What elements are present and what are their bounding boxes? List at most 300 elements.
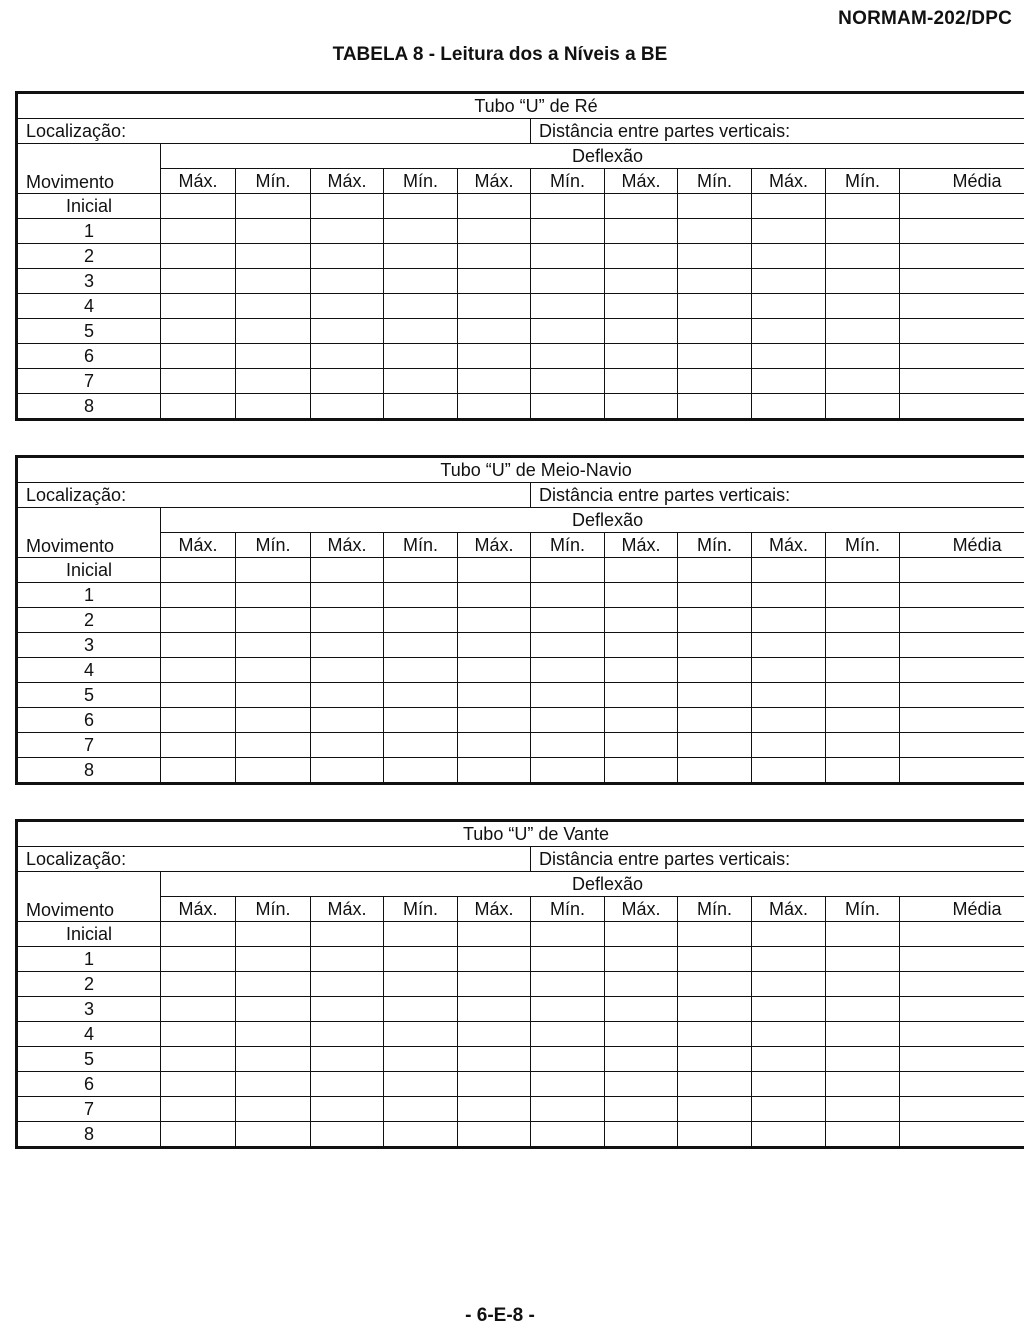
entry-cell[interactable] <box>161 708 236 733</box>
entry-cell[interactable] <box>384 1122 458 1148</box>
entry-cell[interactable] <box>605 219 678 244</box>
entry-cell[interactable] <box>752 344 826 369</box>
entry-cell[interactable] <box>605 294 678 319</box>
entry-cell[interactable] <box>311 758 384 784</box>
entry-cell[interactable] <box>900 997 1024 1022</box>
entry-cell[interactable] <box>826 708 900 733</box>
entry-cell[interactable] <box>531 269 605 294</box>
entry-cell[interactable] <box>458 947 531 972</box>
entry-cell[interactable] <box>678 922 752 947</box>
entry-cell[interactable] <box>161 683 236 708</box>
entry-cell[interactable] <box>384 1072 458 1097</box>
entry-cell[interactable] <box>605 947 678 972</box>
entry-cell[interactable] <box>531 922 605 947</box>
entry-cell[interactable] <box>678 244 752 269</box>
entry-cell[interactable] <box>900 633 1024 658</box>
entry-cell[interactable] <box>311 1072 384 1097</box>
entry-cell[interactable] <box>236 219 311 244</box>
entry-cell[interactable] <box>531 344 605 369</box>
entry-cell[interactable] <box>311 972 384 997</box>
entry-cell[interactable] <box>236 244 311 269</box>
entry-cell[interactable] <box>236 733 311 758</box>
entry-cell[interactable] <box>826 758 900 784</box>
entry-cell[interactable] <box>236 269 311 294</box>
entry-cell[interactable] <box>458 244 531 269</box>
entry-cell[interactable] <box>826 1072 900 1097</box>
entry-cell[interactable] <box>605 344 678 369</box>
entry-cell[interactable] <box>900 608 1024 633</box>
entry-cell[interactable] <box>311 733 384 758</box>
entry-cell[interactable] <box>900 947 1024 972</box>
entry-cell[interactable] <box>752 558 826 583</box>
entry-cell[interactable] <box>605 244 678 269</box>
entry-cell[interactable] <box>678 658 752 683</box>
entry-cell[interactable] <box>161 1097 236 1122</box>
entry-cell[interactable] <box>826 608 900 633</box>
entry-cell[interactable] <box>161 608 236 633</box>
location-field[interactable]: Localização: <box>17 483 531 508</box>
entry-cell[interactable] <box>900 319 1024 344</box>
entry-cell[interactable] <box>900 683 1024 708</box>
entry-cell[interactable] <box>531 1097 605 1122</box>
entry-cell[interactable] <box>678 1022 752 1047</box>
entry-cell[interactable] <box>826 319 900 344</box>
entry-cell[interactable] <box>752 319 826 344</box>
entry-cell[interactable] <box>531 194 605 219</box>
entry-cell[interactable] <box>458 758 531 784</box>
entry-cell[interactable] <box>458 1122 531 1148</box>
entry-cell[interactable] <box>384 583 458 608</box>
entry-cell[interactable] <box>605 194 678 219</box>
entry-cell[interactable] <box>311 194 384 219</box>
entry-cell[interactable] <box>384 658 458 683</box>
entry-cell[interactable] <box>752 219 826 244</box>
entry-cell[interactable] <box>531 369 605 394</box>
entry-cell[interactable] <box>531 1072 605 1097</box>
entry-cell[interactable] <box>826 1022 900 1047</box>
entry-cell[interactable] <box>900 369 1024 394</box>
entry-cell[interactable] <box>900 344 1024 369</box>
entry-cell[interactable] <box>826 583 900 608</box>
entry-cell[interactable] <box>531 583 605 608</box>
entry-cell[interactable] <box>752 633 826 658</box>
entry-cell[interactable] <box>752 394 826 420</box>
entry-cell[interactable] <box>752 583 826 608</box>
entry-cell[interactable] <box>900 1097 1024 1122</box>
entry-cell[interactable] <box>605 319 678 344</box>
entry-cell[interactable] <box>752 1047 826 1072</box>
entry-cell[interactable] <box>458 922 531 947</box>
entry-cell[interactable] <box>752 947 826 972</box>
entry-cell[interactable] <box>161 369 236 394</box>
entry-cell[interactable] <box>531 558 605 583</box>
entry-cell[interactable] <box>826 658 900 683</box>
entry-cell[interactable] <box>752 1072 826 1097</box>
entry-cell[interactable] <box>311 583 384 608</box>
entry-cell[interactable] <box>826 394 900 420</box>
entry-cell[interactable] <box>384 633 458 658</box>
entry-cell[interactable] <box>161 947 236 972</box>
entry-cell[interactable] <box>605 633 678 658</box>
entry-cell[interactable] <box>678 394 752 420</box>
entry-cell[interactable] <box>678 972 752 997</box>
entry-cell[interactable] <box>236 1047 311 1072</box>
entry-cell[interactable] <box>752 758 826 784</box>
entry-cell[interactable] <box>458 1047 531 1072</box>
entry-cell[interactable] <box>458 369 531 394</box>
entry-cell[interactable] <box>678 733 752 758</box>
entry-cell[interactable] <box>384 758 458 784</box>
entry-cell[interactable] <box>161 633 236 658</box>
entry-cell[interactable] <box>826 733 900 758</box>
entry-cell[interactable] <box>605 758 678 784</box>
entry-cell[interactable] <box>678 758 752 784</box>
entry-cell[interactable] <box>311 683 384 708</box>
entry-cell[interactable] <box>161 269 236 294</box>
entry-cell[interactable] <box>826 558 900 583</box>
entry-cell[interactable] <box>678 369 752 394</box>
entry-cell[interactable] <box>678 194 752 219</box>
entry-cell[interactable] <box>605 369 678 394</box>
entry-cell[interactable] <box>678 269 752 294</box>
entry-cell[interactable] <box>311 558 384 583</box>
entry-cell[interactable] <box>826 922 900 947</box>
entry-cell[interactable] <box>236 947 311 972</box>
entry-cell[interactable] <box>678 344 752 369</box>
entry-cell[interactable] <box>900 1022 1024 1047</box>
entry-cell[interactable] <box>900 758 1024 784</box>
entry-cell[interactable] <box>384 997 458 1022</box>
entry-cell[interactable] <box>384 1047 458 1072</box>
entry-cell[interactable] <box>311 369 384 394</box>
entry-cell[interactable] <box>900 708 1024 733</box>
entry-cell[interactable] <box>384 319 458 344</box>
entry-cell[interactable] <box>384 708 458 733</box>
entry-cell[interactable] <box>900 394 1024 420</box>
entry-cell[interactable] <box>311 633 384 658</box>
entry-cell[interactable] <box>826 244 900 269</box>
entry-cell[interactable] <box>826 997 900 1022</box>
entry-cell[interactable] <box>458 394 531 420</box>
entry-cell[interactable] <box>678 633 752 658</box>
entry-cell[interactable] <box>161 394 236 420</box>
entry-cell[interactable] <box>458 294 531 319</box>
entry-cell[interactable] <box>531 1022 605 1047</box>
entry-cell[interactable] <box>826 1097 900 1122</box>
entry-cell[interactable] <box>458 269 531 294</box>
entry-cell[interactable] <box>236 194 311 219</box>
entry-cell[interactable] <box>236 922 311 947</box>
entry-cell[interactable] <box>826 194 900 219</box>
entry-cell[interactable] <box>605 1122 678 1148</box>
entry-cell[interactable] <box>161 344 236 369</box>
entry-cell[interactable] <box>161 758 236 784</box>
entry-cell[interactable] <box>900 558 1024 583</box>
entry-cell[interactable] <box>605 997 678 1022</box>
entry-cell[interactable] <box>236 394 311 420</box>
entry-cell[interactable] <box>384 344 458 369</box>
entry-cell[interactable] <box>236 633 311 658</box>
entry-cell[interactable] <box>236 369 311 394</box>
distance-field[interactable]: Distância entre partes verticais: <box>531 847 1024 872</box>
entry-cell[interactable] <box>311 947 384 972</box>
entry-cell[interactable] <box>752 294 826 319</box>
entry-cell[interactable] <box>678 1072 752 1097</box>
entry-cell[interactable] <box>605 1047 678 1072</box>
entry-cell[interactable] <box>236 1097 311 1122</box>
entry-cell[interactable] <box>311 394 384 420</box>
entry-cell[interactable] <box>826 633 900 658</box>
entry-cell[interactable] <box>161 1122 236 1148</box>
entry-cell[interactable] <box>161 922 236 947</box>
entry-cell[interactable] <box>900 1047 1024 1072</box>
entry-cell[interactable] <box>384 244 458 269</box>
entry-cell[interactable] <box>752 608 826 633</box>
entry-cell[interactable] <box>826 947 900 972</box>
entry-cell[interactable] <box>678 219 752 244</box>
entry-cell[interactable] <box>900 733 1024 758</box>
location-field[interactable]: Localização: <box>17 847 531 872</box>
entry-cell[interactable] <box>384 369 458 394</box>
entry-cell[interactable] <box>826 344 900 369</box>
entry-cell[interactable] <box>826 972 900 997</box>
entry-cell[interactable] <box>311 922 384 947</box>
entry-cell[interactable] <box>458 708 531 733</box>
entry-cell[interactable] <box>531 319 605 344</box>
entry-cell[interactable] <box>311 1047 384 1072</box>
entry-cell[interactable] <box>531 244 605 269</box>
entry-cell[interactable] <box>311 319 384 344</box>
entry-cell[interactable] <box>236 583 311 608</box>
entry-cell[interactable] <box>605 683 678 708</box>
entry-cell[interactable] <box>752 1097 826 1122</box>
entry-cell[interactable] <box>678 1047 752 1072</box>
entry-cell[interactable] <box>752 269 826 294</box>
entry-cell[interactable] <box>605 608 678 633</box>
entry-cell[interactable] <box>605 558 678 583</box>
entry-cell[interactable] <box>236 558 311 583</box>
entry-cell[interactable] <box>161 194 236 219</box>
entry-cell[interactable] <box>605 1022 678 1047</box>
entry-cell[interactable] <box>384 733 458 758</box>
entry-cell[interactable] <box>458 558 531 583</box>
location-field[interactable]: Localização: <box>17 119 531 144</box>
entry-cell[interactable] <box>826 1047 900 1072</box>
entry-cell[interactable] <box>531 733 605 758</box>
entry-cell[interactable] <box>384 194 458 219</box>
entry-cell[interactable] <box>384 1022 458 1047</box>
entry-cell[interactable] <box>678 558 752 583</box>
entry-cell[interactable] <box>161 1047 236 1072</box>
entry-cell[interactable] <box>161 294 236 319</box>
entry-cell[interactable] <box>531 633 605 658</box>
entry-cell[interactable] <box>678 1122 752 1148</box>
entry-cell[interactable] <box>531 394 605 420</box>
entry-cell[interactable] <box>236 1022 311 1047</box>
entry-cell[interactable] <box>236 1072 311 1097</box>
entry-cell[interactable] <box>384 608 458 633</box>
entry-cell[interactable] <box>678 708 752 733</box>
entry-cell[interactable] <box>458 1022 531 1047</box>
entry-cell[interactable] <box>605 972 678 997</box>
entry-cell[interactable] <box>900 219 1024 244</box>
entry-cell[interactable] <box>161 319 236 344</box>
entry-cell[interactable] <box>311 269 384 294</box>
entry-cell[interactable] <box>826 269 900 294</box>
entry-cell[interactable] <box>605 708 678 733</box>
entry-cell[interactable] <box>161 583 236 608</box>
distance-field[interactable]: Distância entre partes verticais: <box>531 119 1024 144</box>
entry-cell[interactable] <box>161 733 236 758</box>
entry-cell[interactable] <box>900 583 1024 608</box>
entry-cell[interactable] <box>458 972 531 997</box>
entry-cell[interactable] <box>236 972 311 997</box>
entry-cell[interactable] <box>458 344 531 369</box>
entry-cell[interactable] <box>311 244 384 269</box>
entry-cell[interactable] <box>605 269 678 294</box>
entry-cell[interactable] <box>605 394 678 420</box>
entry-cell[interactable] <box>384 1097 458 1122</box>
entry-cell[interactable] <box>605 1072 678 1097</box>
entry-cell[interactable] <box>236 708 311 733</box>
entry-cell[interactable] <box>236 758 311 784</box>
entry-cell[interactable] <box>384 683 458 708</box>
entry-cell[interactable] <box>752 1122 826 1148</box>
entry-cell[interactable] <box>826 1122 900 1148</box>
entry-cell[interactable] <box>236 608 311 633</box>
entry-cell[interactable] <box>311 997 384 1022</box>
entry-cell[interactable] <box>458 583 531 608</box>
entry-cell[interactable] <box>161 244 236 269</box>
entry-cell[interactable] <box>900 922 1024 947</box>
entry-cell[interactable] <box>458 683 531 708</box>
entry-cell[interactable] <box>752 997 826 1022</box>
entry-cell[interactable] <box>752 683 826 708</box>
entry-cell[interactable] <box>161 658 236 683</box>
entry-cell[interactable] <box>384 558 458 583</box>
entry-cell[interactable] <box>458 608 531 633</box>
entry-cell[interactable] <box>752 1022 826 1047</box>
entry-cell[interactable] <box>826 683 900 708</box>
entry-cell[interactable] <box>161 1022 236 1047</box>
entry-cell[interactable] <box>311 344 384 369</box>
entry-cell[interactable] <box>900 1072 1024 1097</box>
entry-cell[interactable] <box>236 683 311 708</box>
entry-cell[interactable] <box>458 733 531 758</box>
entry-cell[interactable] <box>678 294 752 319</box>
entry-cell[interactable] <box>236 319 311 344</box>
entry-cell[interactable] <box>311 294 384 319</box>
entry-cell[interactable] <box>384 947 458 972</box>
entry-cell[interactable] <box>605 658 678 683</box>
entry-cell[interactable] <box>458 658 531 683</box>
entry-cell[interactable] <box>311 708 384 733</box>
entry-cell[interactable] <box>311 658 384 683</box>
entry-cell[interactable] <box>458 194 531 219</box>
entry-cell[interactable] <box>678 683 752 708</box>
entry-cell[interactable] <box>605 733 678 758</box>
entry-cell[interactable] <box>531 708 605 733</box>
entry-cell[interactable] <box>458 319 531 344</box>
entry-cell[interactable] <box>605 583 678 608</box>
entry-cell[interactable] <box>161 219 236 244</box>
entry-cell[interactable] <box>900 1122 1024 1148</box>
entry-cell[interactable] <box>458 633 531 658</box>
entry-cell[interactable] <box>678 997 752 1022</box>
entry-cell[interactable] <box>900 244 1024 269</box>
entry-cell[interactable] <box>900 194 1024 219</box>
entry-cell[interactable] <box>678 319 752 344</box>
entry-cell[interactable] <box>384 294 458 319</box>
entry-cell[interactable] <box>311 1022 384 1047</box>
entry-cell[interactable] <box>752 244 826 269</box>
entry-cell[interactable] <box>826 369 900 394</box>
entry-cell[interactable] <box>752 922 826 947</box>
entry-cell[interactable] <box>311 1097 384 1122</box>
entry-cell[interactable] <box>236 1122 311 1148</box>
entry-cell[interactable] <box>752 194 826 219</box>
entry-cell[interactable] <box>384 972 458 997</box>
entry-cell[interactable] <box>161 558 236 583</box>
entry-cell[interactable] <box>900 658 1024 683</box>
entry-cell[interactable] <box>458 219 531 244</box>
entry-cell[interactable] <box>752 658 826 683</box>
entry-cell[interactable] <box>458 997 531 1022</box>
entry-cell[interactable] <box>531 294 605 319</box>
entry-cell[interactable] <box>900 294 1024 319</box>
entry-cell[interactable] <box>678 947 752 972</box>
entry-cell[interactable] <box>605 922 678 947</box>
entry-cell[interactable] <box>531 658 605 683</box>
entry-cell[interactable] <box>826 294 900 319</box>
entry-cell[interactable] <box>236 294 311 319</box>
entry-cell[interactable] <box>826 219 900 244</box>
entry-cell[interactable] <box>531 683 605 708</box>
entry-cell[interactable] <box>161 1072 236 1097</box>
entry-cell[interactable] <box>531 972 605 997</box>
entry-cell[interactable] <box>900 269 1024 294</box>
entry-cell[interactable] <box>311 1122 384 1148</box>
entry-cell[interactable] <box>384 922 458 947</box>
entry-cell[interactable] <box>678 1097 752 1122</box>
entry-cell[interactable] <box>531 758 605 784</box>
entry-cell[interactable] <box>458 1072 531 1097</box>
entry-cell[interactable] <box>531 947 605 972</box>
entry-cell[interactable] <box>531 997 605 1022</box>
entry-cell[interactable] <box>752 369 826 394</box>
entry-cell[interactable] <box>384 394 458 420</box>
entry-cell[interactable] <box>311 608 384 633</box>
entry-cell[interactable] <box>531 608 605 633</box>
entry-cell[interactable] <box>531 1047 605 1072</box>
entry-cell[interactable] <box>458 1097 531 1122</box>
entry-cell[interactable] <box>678 583 752 608</box>
entry-cell[interactable] <box>311 219 384 244</box>
entry-cell[interactable] <box>161 997 236 1022</box>
entry-cell[interactable] <box>531 1122 605 1148</box>
entry-cell[interactable] <box>236 658 311 683</box>
entry-cell[interactable] <box>531 219 605 244</box>
entry-cell[interactable] <box>752 972 826 997</box>
entry-cell[interactable] <box>752 733 826 758</box>
entry-cell[interactable] <box>900 972 1024 997</box>
entry-cell[interactable] <box>236 344 311 369</box>
entry-cell[interactable] <box>752 708 826 733</box>
distance-field[interactable]: Distância entre partes verticais: <box>531 483 1024 508</box>
entry-cell[interactable] <box>678 608 752 633</box>
entry-cell[interactable] <box>236 997 311 1022</box>
entry-cell[interactable] <box>384 219 458 244</box>
